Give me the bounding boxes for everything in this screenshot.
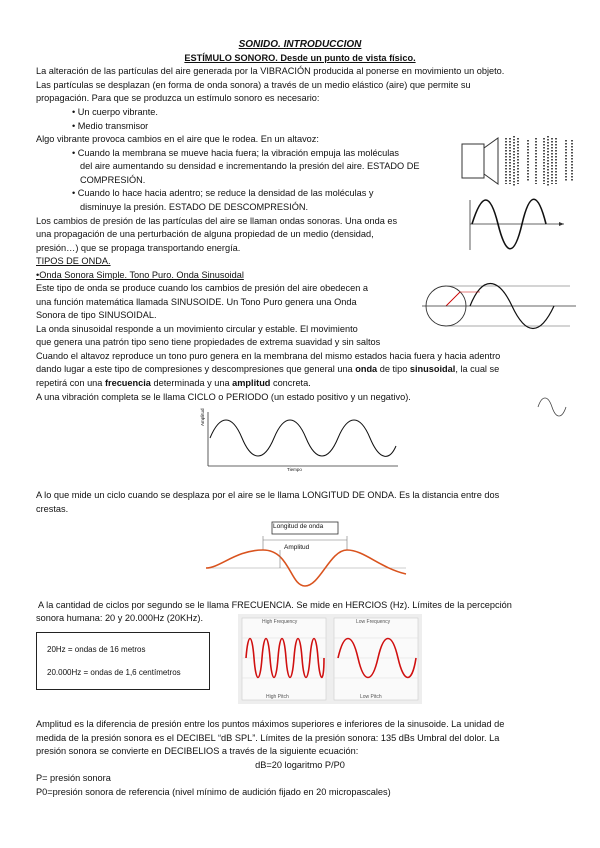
p7b-mid: de tipo <box>377 364 410 374</box>
paragraph-5a: Este tipo de onda se produce cuando los cambios de presión del aire obedecen a <box>36 283 368 293</box>
paragraph-2a: Las partículas se desplazan (en forma de onda sonora) a través de un medio elástico (aire) que permite su <box>36 80 471 90</box>
paragraph-4c: presión…) que se propaga transportando energía. <box>36 243 241 253</box>
bullet-descompresion-line1: • Cuando lo hace hacia adentro; se reduce la densidad de las moléculas y <box>72 188 374 198</box>
section-tipos-de-onda: TIPOS DE ONDA. <box>36 256 111 266</box>
paragraph-7c <box>36 377 311 390</box>
p7b-post: , la cual se <box>455 364 500 374</box>
page-title: SONIDO. INTRODUCCION <box>238 39 362 50</box>
bullet-compresion-line3: COMPRESIÓN. <box>80 175 146 185</box>
section-onda-sinusoidal-text: Onda Sonora Simple. Tono Puro. Onda Sinusoidal <box>39 270 244 280</box>
paragraph-8: A una vibración completa se le llama CICLO o PERIODO (un estado positivo y un negativo). <box>36 392 411 402</box>
paragraph-1: La alteración de las partículas del aire generada por la VIBRACIÓN producida al ponerse en movimiento un objeto. <box>36 66 505 76</box>
box-20hz: 20Hz = ondas de 16 metros <box>47 645 146 654</box>
fig-low-pitch: Low Pitch <box>360 694 382 700</box>
frequency-examples-box <box>36 632 210 690</box>
paragraph-9a: A lo que mide un ciclo cuando se desplaza por el aire se le llama LONGITUD DE ONDA. Es la distancia entre dos <box>36 490 500 500</box>
pressure-wave-figure <box>460 196 572 254</box>
speaker-compression-figure <box>458 128 578 192</box>
bullet-compresion-line2: del aire aumentando su densidad e incrementando la presión del aire. ESTADO DE <box>80 161 420 171</box>
equation: dB=20 logaritmo P/P0 <box>255 760 345 770</box>
circle-sine-figure <box>420 272 580 342</box>
paragraph-10b: sonora humana: 20 y 20.000Hz (20KHz). <box>36 613 203 623</box>
bullet-cuerpo-vibrante: • Un cuerpo vibrante. <box>72 107 158 117</box>
fig-label-amplitud: Amplitud <box>284 544 310 551</box>
section-onda-sinusoidal: •Onda Sonora Simple. Tono Puro. Onda Sinusoidal <box>36 270 244 280</box>
bullet-descompresion-line2: disminuye la presión. ESTADO DE DESCOMPRESIÓN. <box>80 202 309 212</box>
paragraph-5b: una función matemática llamada SINUSOIDE. Un Tono Puro genera una Onda <box>36 297 357 307</box>
p7c-post: concreta. <box>270 378 311 388</box>
paragraph-4b: una propagación de una perturbación de alguna propiedad de un medio (densidad, <box>36 229 374 239</box>
fig-axis-tiempo: Tiempo <box>287 467 302 472</box>
p7c-mid: determinada y una <box>150 378 233 388</box>
p7b-sinusoidal: sinusoidal <box>409 364 456 374</box>
p7b-pre: dando lugar a este tipo de compresiones y descompresiones que general una <box>36 364 356 374</box>
cycle-sine-figure <box>198 408 408 474</box>
paragraph-11a: Amplitud es la diferencia de presión entre los puntos máximos superiores e inferiores de la sinusoide. La unidad de <box>36 719 505 729</box>
page-subtitle: ESTÍMULO SONORO. Desde un punto de vista físico. <box>184 53 416 63</box>
paragraph-2b: propagación. Para que se produzca un estímulo sonoro es necesario: <box>36 93 320 103</box>
bullet-medio-transmisor: • Medio transmisor <box>72 121 149 131</box>
paragraph-4a: Los cambios de presión de las partículas del aire se llaman ondas sonoras. Una onda es <box>36 216 398 226</box>
p7c-frecuencia: frecuencia <box>104 378 151 388</box>
bullet-1-text: Un cuerpo vibrante. <box>77 107 158 117</box>
bullet-descompresion-text1: Cuando lo hace hacia adentro; se reduce la densidad de las moléculas y <box>77 188 374 198</box>
fig-high-pitch: High Pitch <box>266 694 289 700</box>
paragraph-3: Algo vibrante provoca cambios en el aire que le rodea. En un altavoz: <box>36 134 319 144</box>
fig-low-frequency: Low Frequency <box>356 619 391 625</box>
paragraph-5c: Sonora de tipo SINUSOIDAL. <box>36 310 157 320</box>
paragraph-10a: A la cantidad de ciclos por segundo se le llama FRECUENCIA. Se mide en HERCIOS (Hz). Límites de la percepción <box>38 600 512 610</box>
paragraph-11b: medida de la presión sonora es el DECIBEL “dB SPL”. Límites de la presión sonora: 135 dBs Umbral del dolor. La <box>36 733 500 743</box>
paragraph-6b: que genera una patrón tipo seno tiene propiedades de extrema suavidad y sin saltos <box>36 337 381 347</box>
paragraph-11c: presión sonora se convierte en DECIBELIOS a través de la siguiente ecuación: <box>36 746 359 756</box>
bullet-compresion-text1: Cuando la membrana se mueve hacia fuera; la vibración empuja las moléculas <box>77 148 400 158</box>
bullet-2-text: Medio transmisor <box>77 121 149 131</box>
small-wave-icon <box>534 393 574 423</box>
frequency-comparison-figure <box>238 614 422 704</box>
paragraph-12: P= presión sonora <box>36 773 111 783</box>
paragraph-9b: crestas. <box>36 504 69 514</box>
p7c-pre: repetirá con una <box>36 378 105 388</box>
fig-axis-amplitud: Amplitud <box>200 408 205 426</box>
paragraph-13: P0=presión sonora de referencia (nivel mínimo de audición fijado en 20 micropascales) <box>36 787 391 797</box>
paragraph-6a: La onda sinusoidal responde a un movimiento circular y estable. El movimiento <box>36 324 358 334</box>
fig-label-longitud: Longitud de onda <box>273 523 324 530</box>
paragraph-7a: Cuando el altavoz reproduce un tono puro genera en la membrana del mismo estados hacia fuera y hacia adentro <box>36 351 501 361</box>
bullet-compresion-line1: • Cuando la membrana se mueve hacia fuera; la vibración empuja las moléculas <box>72 148 400 158</box>
box-20000hz: 20.000Hz = ondas de 1,6 centímetros <box>47 668 181 677</box>
p7c-amplitud: amplitud <box>232 378 271 388</box>
paragraph-7b <box>36 363 499 376</box>
p7b-onda: onda <box>355 364 378 374</box>
fig-high-frequency: High Frequency <box>262 619 298 625</box>
